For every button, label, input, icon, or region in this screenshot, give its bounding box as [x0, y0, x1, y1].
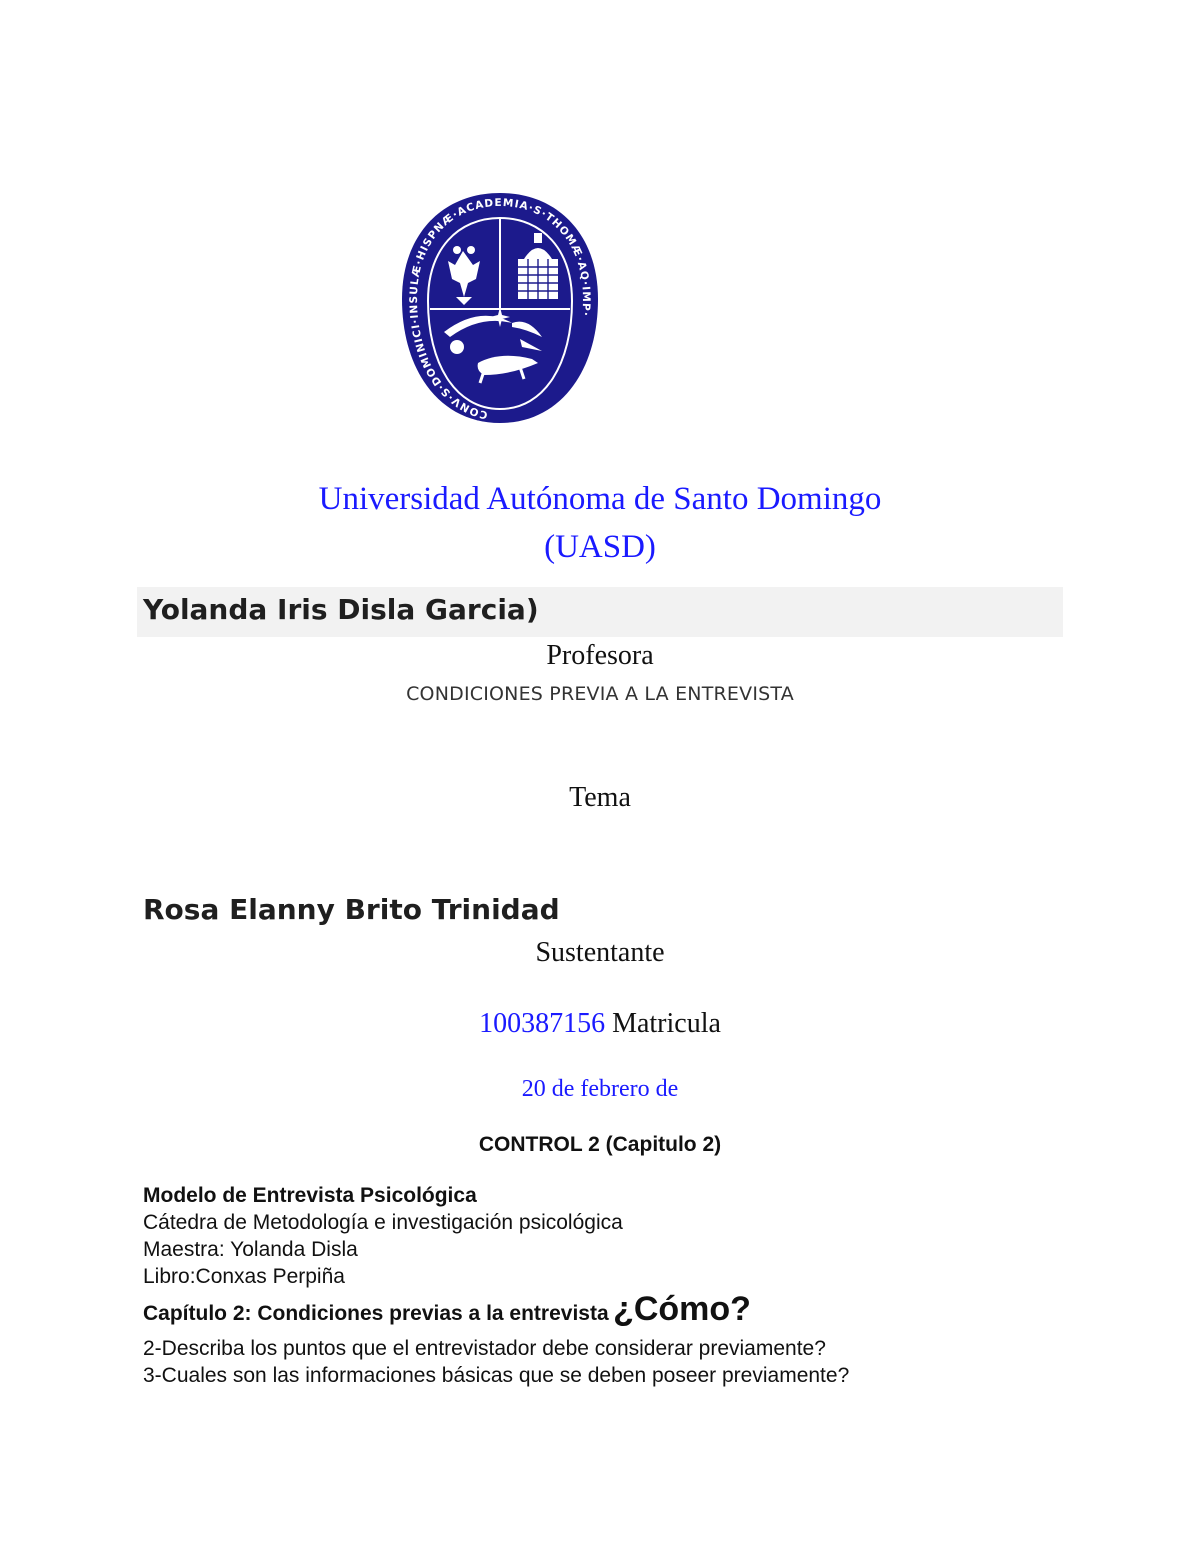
- globe-icon: [450, 340, 464, 354]
- control-title: CONTROL 2 (Capitulo 2): [478, 1133, 722, 1156]
- date-text: 20 de febrero de: [521, 1076, 679, 1102]
- chapter-question-word: ¿Cómo?: [613, 1290, 751, 1328]
- university-name: Universidad Autónoma de Santo Domingo: [318, 481, 882, 517]
- enrollment-number: 100387156: [479, 1008, 606, 1039]
- course-book: Libro:Conxas Perpiña: [143, 1265, 345, 1288]
- university-heading: [0, 475, 1200, 571]
- question-item: 2-Describa los puntos que el entrevistador debe considerar previamente?: [143, 1337, 826, 1360]
- chapter-heading: [143, 1290, 751, 1329]
- university-abbr: (UASD): [544, 529, 656, 565]
- seal-motto-text: CONV·S·DOMINICI·INSULÆ·HISPNÆ·ACADEMIA·S·THOMÆ·AQ·IMP·: [407, 196, 593, 421]
- professor-name: Yolanda Iris Disla Garcia): [143, 593, 539, 626]
- course-teacher: Maestra: Yolanda Disla: [143, 1238, 358, 1261]
- enrollment-label: Matricula: [612, 1008, 721, 1039]
- course-info: [143, 1182, 623, 1290]
- professor-role: Profesora: [546, 640, 654, 671]
- topic-label: Tema: [569, 782, 631, 813]
- course-chair: Cátedra de Metodología e investigación psicológica: [143, 1211, 623, 1234]
- student-role: Sustentante: [535, 937, 665, 968]
- chapter-questions: [143, 1335, 849, 1389]
- enrollment-line: [0, 1008, 1200, 1040]
- question-item: 3-Cuales son las informaciones básicas que se deben poseer previamente?: [143, 1364, 850, 1387]
- student-name: Rosa Elanny Brito Trinidad: [143, 893, 560, 926]
- subject-title: CONDICIONES PREVIA A LA ENTREVISTA: [406, 683, 794, 705]
- course-title: Modelo de Entrevista Psicológica: [143, 1184, 477, 1207]
- university-seal-logo: [400, 187, 600, 429]
- chapter-title: Capítulo 2: Condiciones previas a la entrevista: [143, 1302, 609, 1325]
